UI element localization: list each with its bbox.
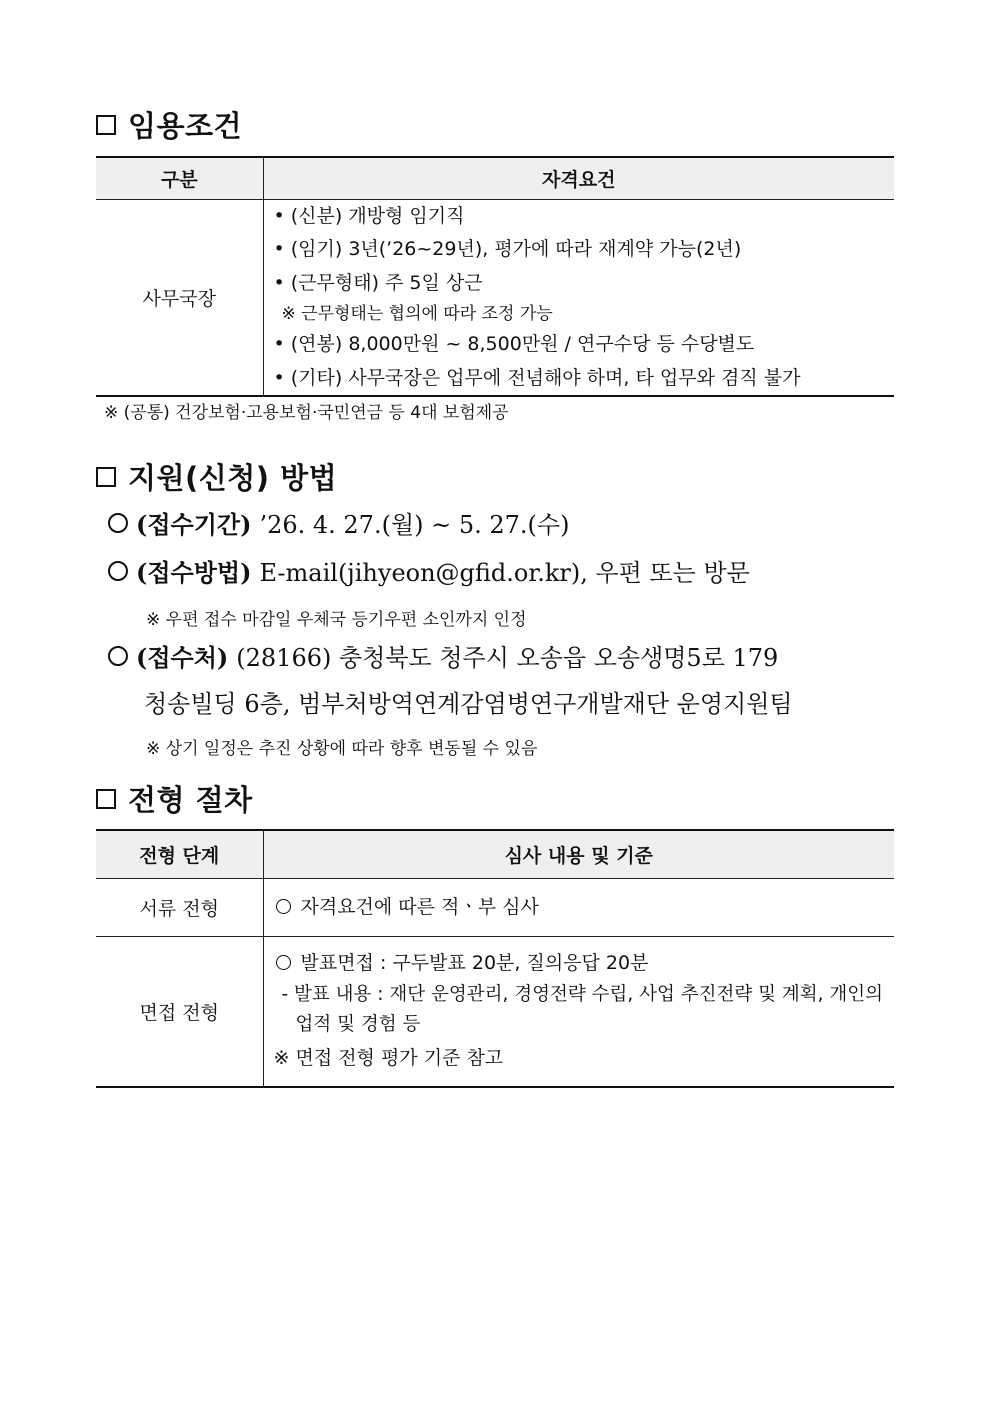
common-note: ※ (공통) 건강보험·고용보험·국민연금 등 4대 보험제공 bbox=[104, 403, 509, 423]
header-criteria: 심사 내용 및 기준 bbox=[263, 830, 894, 878]
conditions-table bbox=[96, 156, 894, 397]
criteria-text: 발표면접 : 구두발표 20분, 질의응답 20분 bbox=[300, 952, 649, 975]
schedule-note: ※ 상기 일정은 추진 상황에 따라 향후 변동될 수 있음 bbox=[146, 739, 538, 759]
circle-icon bbox=[108, 646, 128, 666]
header-stage: 전형 단계 bbox=[96, 830, 263, 878]
section-title-application bbox=[96, 456, 337, 497]
criteria-cell bbox=[263, 936, 894, 1087]
square-icon bbox=[96, 789, 116, 809]
circle-icon bbox=[276, 955, 291, 970]
criteria-text: 자격요건에 따른 적ㆍ부 심사 bbox=[300, 896, 539, 918]
header-category: 구분 bbox=[96, 157, 263, 199]
section-title-procedure bbox=[96, 778, 253, 819]
square-icon bbox=[96, 115, 116, 135]
period-value: ’26. 4. 27.(월) ~ 5. 27.(수) bbox=[259, 511, 570, 539]
method-label: (접수방법) bbox=[136, 558, 252, 587]
section-title-text: 전형 절차 bbox=[128, 783, 253, 817]
stage-cell: 서류 전형 bbox=[96, 878, 263, 936]
list-item: • (임기) 3년(’26~29년), 평가에 따라 재계약 가능(2년) bbox=[273, 238, 742, 260]
period-item bbox=[108, 505, 569, 540]
place-value: (28166) 충청북도 청주시 오송읍 오송생명5로 179 bbox=[236, 644, 779, 672]
criteria-item bbox=[264, 946, 895, 980]
method-value: E-mail(jihyeon@gfid.or.kr), 우편 또는 방문 bbox=[259, 559, 750, 587]
place-label: (접수처) bbox=[136, 643, 229, 672]
criteria-note: ※ 면접 전형 평가 기준 참고 bbox=[273, 1047, 504, 1070]
category-cell: 사무국장 bbox=[96, 199, 263, 396]
criteria-sub-item: - 발표 내용 : 재단 운영관리, 경영전략 수립, 사업 추진전략 및 계획, 개인의 업적 및 경험 등 bbox=[281, 984, 884, 1036]
place-line2: 청송빌딩 6층, 범부처방역연계감염병연구개발재단 운영지원팀 bbox=[144, 690, 793, 718]
period-label: (접수기간) bbox=[136, 510, 252, 539]
list-item-note: ※ 근무형태는 협의에 따라 조정 가능 bbox=[281, 304, 553, 324]
section-title-text: 지원(신청) 방법 bbox=[128, 461, 338, 495]
list-item: • (연봉) 8,000만원 ~ 8,500만원 / 연구수당 등 수당별도 bbox=[273, 333, 755, 355]
table-header-row bbox=[96, 157, 894, 199]
table-row bbox=[96, 936, 894, 1087]
criteria-item bbox=[264, 890, 895, 924]
criteria-cell bbox=[263, 878, 894, 936]
stage-cell: 면접 전형 bbox=[96, 936, 263, 1087]
section-title-conditions bbox=[96, 104, 242, 145]
method-note: ※ 우편 접수 마감일 우체국 등기우편 소인까지 인정 bbox=[146, 610, 527, 630]
square-icon bbox=[96, 467, 116, 487]
list-item: • (기타) 사무국장은 업무에 전념해야 하며, 타 업무와 겸직 불가 bbox=[273, 366, 801, 389]
table-row bbox=[96, 878, 894, 936]
circle-icon bbox=[276, 899, 291, 914]
method-item bbox=[108, 553, 750, 588]
circle-icon bbox=[108, 561, 128, 581]
procedure-table bbox=[96, 829, 894, 1088]
list-item: • (신분) 개방형 임기직 bbox=[273, 204, 465, 227]
requirements-list bbox=[264, 200, 895, 396]
list-item: • (근무형태) 주 5일 상근 bbox=[273, 271, 483, 294]
requirements-cell bbox=[263, 199, 894, 396]
header-requirements: 자격요건 bbox=[263, 157, 894, 199]
table-header-row bbox=[96, 830, 894, 878]
place-item bbox=[108, 638, 778, 673]
table-row bbox=[96, 199, 894, 396]
circle-icon bbox=[108, 513, 128, 533]
section-title-text: 임용조건 bbox=[128, 109, 243, 143]
